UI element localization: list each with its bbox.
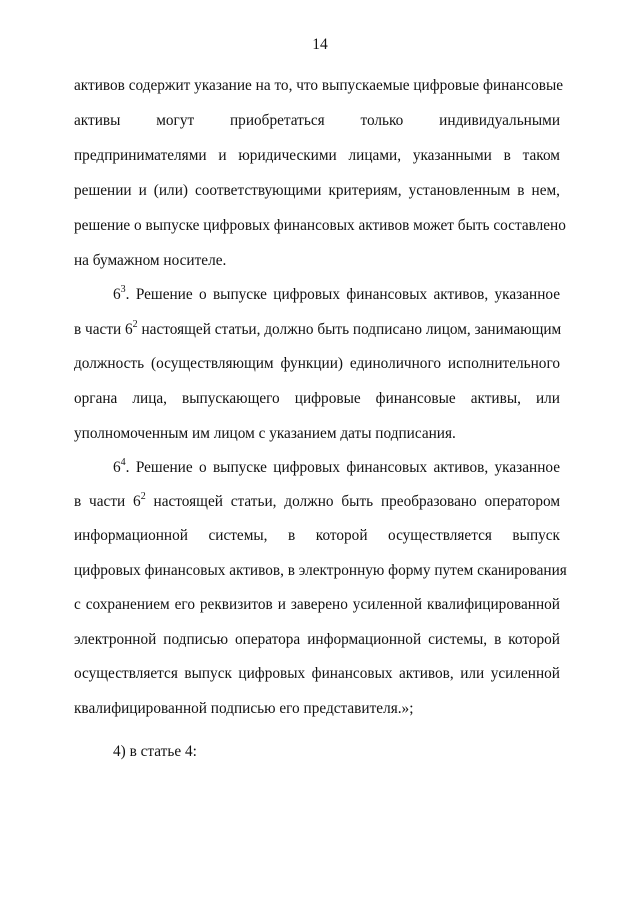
paragraph-2-line-4: органа лица, выпускающего цифровые финансовые активы, или — [74, 390, 560, 407]
paragraph-1-line-4: решении и (или) соответствующими критериям, установленным в нем, — [74, 182, 560, 199]
paragraph-3-line-4: цифровых финансовых активов, в электронную форму путем сканирования — [74, 562, 567, 579]
paragraph-3-line-6: электронной подписью оператора информационной системы, в которой — [74, 631, 560, 648]
part-reference: в части 6 — [74, 493, 141, 510]
clause-superscript: 3 — [120, 283, 126, 295]
paragraph-2-line-1-text: . Решение о выпуске цифровых финансовых активов, указанное — [125, 286, 560, 303]
clause-superscript: 4 — [120, 456, 126, 468]
paragraph-3-line-7: осуществляется выпуск цифровых финансовых активов, или усиленной — [74, 665, 560, 682]
clause-number: 6 — [113, 459, 121, 476]
paragraph-1-line-1: активов содержит указание на то, что выпускаемые цифровые финансовые — [74, 77, 564, 94]
part-superscript: 2 — [140, 490, 146, 502]
paragraph-2-line-1 — [113, 285, 560, 305]
paragraph-3-line-1-text: . Решение о выпуске цифровых финансовых активов, указанное — [125, 459, 560, 476]
paragraph-1-line-2: активы могут приобретаться только индивидуальными — [74, 112, 560, 129]
paragraph-3-line-8: квалифицированной подписью его представителя.»; — [74, 700, 414, 717]
paragraph-3-line-2-text: настоящей статьи, должно быть преобразовано оператором — [145, 493, 561, 510]
paragraph-2-line-3: должность (осуществляющим функции) единоличного исполнительного — [74, 355, 560, 372]
paragraph-4-line-1: 4) в статье 4: — [113, 743, 197, 760]
paragraph-2-line-2 — [74, 320, 560, 340]
part-reference: в части 6 — [74, 321, 133, 338]
paragraph-1-line-6: на бумажном носителе. — [74, 252, 227, 269]
paragraph-1-line-5: решение о выпуске цифровых финансовых активов может быть составлено — [74, 217, 566, 234]
paragraph-3-line-2 — [74, 492, 560, 512]
paragraph-3-line-5: с сохранением его реквизитов и заверено усиленной квалифицированной — [74, 596, 560, 613]
paragraph-2-line-2-text: настоящей статьи, должно быть подписано лицом, занимающим — [137, 321, 562, 338]
paragraph-1-line-3: предпринимателями и юридическими лицами, указанными в таком — [74, 147, 560, 164]
paragraph-3-line-1 — [113, 458, 560, 478]
paragraph-3-line-3: информационной системы, в которой осуществляется выпуск — [74, 527, 560, 544]
clause-number: 6 — [113, 286, 121, 303]
page-number: 14 — [312, 36, 328, 53]
part-superscript: 2 — [132, 318, 138, 330]
paragraph-2-line-5: уполномоченным им лицом с указанием даты подписания. — [74, 425, 456, 442]
